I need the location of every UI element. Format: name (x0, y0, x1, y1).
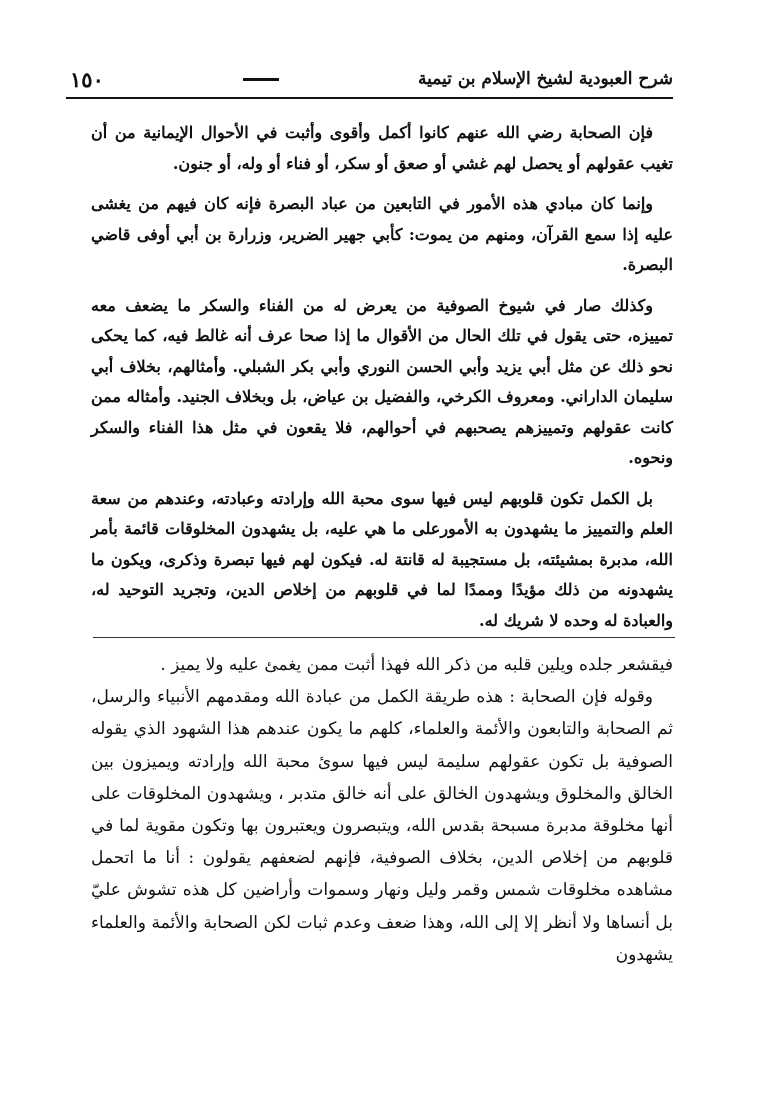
main-text (91, 118, 673, 646)
explanation-text (91, 649, 673, 971)
paragraph: وكذلك صار في شيوخ الصوفية من يعرض له من الفناء والسكر ما يضعف معه تمييزه، حتى يقول في تلك الحال من الأقوال ما إذا صحا عرف أنه غالط فيه، كما يحكى نحو ذلك عن مثل أبي يزيد وأبي الحسن النوري وأبي بكر الشبلي. وأمثالهم، بخلاف أبي سليمان الداراني. ومعروف الكرخي، والفضيل بن عياض، بل وبخلاف الجنيد. وأمثاله ممن كانت عقولهم وتمييزهم يصحبهم في أحوالهم، فلا يقعون في مثل هذا الفناء والسكر ونحوه. (91, 295, 673, 467)
running-title: شرح العبودية لشيخ الإسلام بن تيمية (417, 69, 673, 89)
paragraph: فيقشعر جلده ويلين قلبه من ذكر الله فهذا أثبت ممن يغمئ عليه ولا يميز . (160, 655, 673, 675)
paragraph: وقوله فإن الصحابة : هذه طريقة الكمل من عبادة الله ومقدمهم الأنبياء والرسل، ثم الصحابة والتابعون والأئمة والعلماء، كلهم ما يكون عندهم هذا الشهود الذي يقوله الصوفية بل تكون عقولهم سليمة ليس فيها سوئ محبة الله وإرادته ويميزون بين الخالق والمخلوق ويشهدون الخالق على أنه خالق متدبر ، ويشهدون المخلوقات على أنها مخلوقة مدبرة مسبحة بقدس الله، ويتبصرون ويعتبرون بها وتكون مقوية لما في قلوبهم من إخلاص الدين، بخلاف الصوفية، فإنهم لضعفهم يقولون : أنا ما اتحمل مشاهده مخلوقات شمس وقمر وليل ونهار وسموات وأراضين كل هذه تشوش عليّ بل أنساها ولا أنظر إلا إلى الله، وهذا ضعف وعدم ثبات لكن الصحابة والأئمة والعلماء يشهدون (91, 687, 673, 965)
header-dash (243, 78, 279, 81)
paragraph: بل الكمل تكون قلوبهم ليس فيها سوى محبة الله وإرادته وعبادته، وعندهم من سعة العلم والتمييز ما يشهدون به الأمورعلى ما هي عليه، بل يشهدون المخلوقات قائمة بأمر الله، مدبرة بمشيئته، بل مستجيبة له قانتة له. فيكون لهم فيها تبصرة وذكرى، ويكون ما يشهدونه من ذلك مؤيدًا وممدًا لما في قلوبهم من إخلاص الدين، وتجريد التوحيد له، والعبادة له وحده لا شريك له. (91, 488, 673, 630)
page-number: ١٥٠ (70, 66, 104, 92)
paragraph: فإن الصحابة رضي الله عنهم كانوا أكمل وأقوى وأثبت في الأحوال الإيمانية من أن تغيب عقولهم أو يحصل لهم غشي أو صعق أو سكر، أو فناء أو وله، أو جنون. (91, 123, 673, 173)
page-header (66, 62, 673, 96)
section-divider (93, 637, 675, 638)
header-rule (66, 97, 673, 99)
paragraph: وإنما كان مبادي هذه الأمور في التابعين من عباد البصرة فإنه كان فيهم من يغشى عليه إذا سمع القرآن، ومنهم من يموت: كأبي جهير الضرير، وزرارة بن أبي أوفى قاضي البصرة. (91, 194, 673, 274)
